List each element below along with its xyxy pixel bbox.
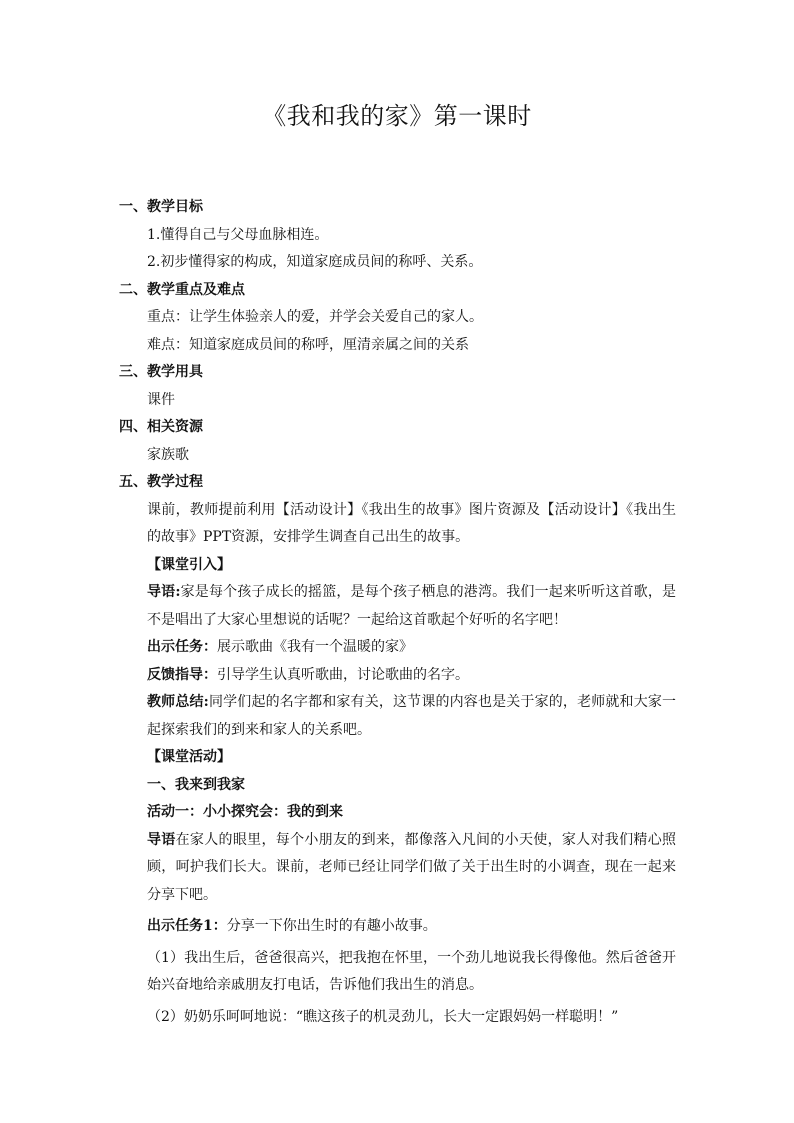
activity-heading: 【课堂活动】 xyxy=(147,749,231,765)
story-item-2: （2）奶奶乐呵呵地说：“瞧这孩子的机灵劲儿，长大一定跟妈妈一样聪明！” xyxy=(147,1008,619,1025)
summary-label: 教师总结: xyxy=(147,694,209,710)
feedback-text: 引导学生认真听歌曲，讨论歌曲的名字。 xyxy=(217,666,469,683)
task1-label: 出示任务1： xyxy=(147,918,227,934)
feedback-paragraph xyxy=(119,662,676,690)
goal-item-1: 1.懂得自己与父母血脉相连。 xyxy=(147,226,329,243)
task-label: 出示任务： xyxy=(147,639,217,655)
resources-text: 家族歌 xyxy=(147,446,189,463)
section-heading-goals: 一、教学目标 xyxy=(119,199,203,215)
guide-text: 家是每个孩子成长的摇篮，是每个孩子栖息的港湾。我们一起来听听这首歌，是不是唱出了大家心里想说的话呢？一起给这首歌起个好听的名字吧！ xyxy=(147,584,676,628)
guide-paragraph xyxy=(119,579,676,634)
process-intro-paragraph: 课前，教师提前利用【活动设计】《我出生的故事》图片资源及【活动设计】《我出生的故事》PPT资源，安排学生调查自己出生的故事。 xyxy=(147,501,676,545)
page-title: 《我和我的家》第一课时 xyxy=(262,102,532,130)
feedback-label: 反馈指导： xyxy=(147,666,217,683)
task1-paragraph xyxy=(119,913,676,941)
task-paragraph xyxy=(119,634,676,662)
guide-label: 导语: xyxy=(147,584,181,600)
goal-item-2: 2.初步懂得家的构成，知道家庭成员间的称呼、关系。 xyxy=(147,254,483,270)
guide2-label: 导语 xyxy=(147,831,176,848)
section-heading-keypoints: 二、教学重点及难点 xyxy=(119,281,245,298)
part1-heading: 一、我来到我家 xyxy=(147,776,245,793)
section-heading-resources: 四、相关资源 xyxy=(119,419,203,435)
section-heading-tools: 三、教学用具 xyxy=(119,364,203,380)
task1-text: 分享一下你出生时的有趣小故事。 xyxy=(226,918,437,934)
intro-heading: 【课堂引入】 xyxy=(147,556,231,573)
guide2-paragraph xyxy=(119,827,676,910)
summary-text: 同学们起的名字都和家有关，这节课的内容也是关于家的，老师就和大家一起探索我们的到来和家人的关系吧。 xyxy=(147,694,677,738)
summary-paragraph xyxy=(119,689,676,744)
task-text: 展示歌曲《我有一个温暖的家》 xyxy=(217,639,413,655)
document-body xyxy=(119,194,676,1031)
guide2-text: 在家人的眼里，每个小朋友的到来，都像落入凡间的小天使，家人对我们精心照顾，呵护我们长大。课前，老师已经让同学们做了关于出生时的小调查，现在一起来分享下吧。 xyxy=(147,831,677,903)
keypoint-text: 重点：让学生体验亲人的爱，并学会关爱自己的家人。 xyxy=(147,309,483,325)
difficulty-text: 难点：知道家庭成员间的称呼，厘清亲属之间的关系 xyxy=(147,336,469,353)
story-item-1: （1）我出生后，爸爸很高兴，把我抱在怀里，一个劲儿地说我长得像他。然后爸爸开始兴奋地给亲戚朋友打电话，告诉他们我出生的消息。 xyxy=(147,949,676,993)
activity1-heading: 活动一：小小探究会：我的到来 xyxy=(147,804,343,820)
section-heading-process: 五、教学过程 xyxy=(119,474,203,490)
tools-text: 课件 xyxy=(147,391,175,408)
